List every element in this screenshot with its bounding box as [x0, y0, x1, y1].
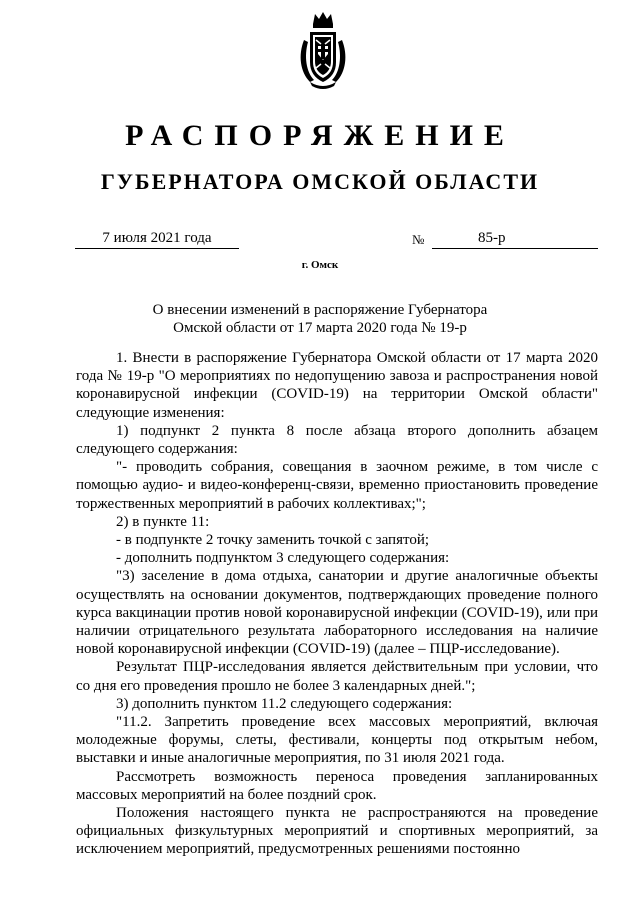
document-date: 7 июля 2021 года: [75, 228, 239, 249]
subject-line: О внесении изменений в распоряжение Губернатора: [152, 302, 488, 318]
subject-line: Омской области от 17 марта 2020 года № 19-р: [173, 320, 467, 336]
body-paragraph: Положения настоящего пункта не распространяются на проведение официальных физкультурных мероприятий и спортивных мероприятий, за исключением мероприятий, предусмотренных решениями постоянно: [76, 805, 598, 858]
document-body: [76, 349, 598, 859]
body-paragraph: Результат ПЦР-исследования является действительным при условии, что со дня его проведения прошло не более 3 календарных дней.";: [76, 659, 598, 694]
body-paragraph: 2) в пункте 11:: [116, 513, 210, 530]
body-paragraph: "11.2. Запретить проведение всех массовых мероприятий, включая молодежные форумы, слеты, фестивали, концерты под открытым небом, выставки и иные аналогичные мероприятия, по 31 июля 2021 года.: [76, 714, 598, 767]
body-paragraph: 3) дополнить пунктом 11.2 следующего содержания:: [116, 695, 453, 712]
document-number: 85-р: [478, 230, 506, 246]
body-paragraph: - в подпункте 2 точку заменить точкой с запятой;: [116, 532, 430, 549]
number-sign: №: [412, 232, 425, 247]
omsk-coat-of-arms-emblem: [296, 10, 350, 90]
document-subject: [0, 301, 640, 337]
document-number-line: [432, 228, 598, 249]
body-paragraph: - дополнить подпунктом 3 следующего содержания:: [116, 550, 450, 567]
body-paragraph: Рассмотреть возможность переноса проведения запланированных массовых мероприятий на более поздний срок.: [76, 768, 598, 803]
document-issuer: ГУБЕРНАТОРА ОМСКОЙ ОБЛАСТИ: [100, 169, 540, 194]
body-paragraph: 1) подпункт 2 пункта 8 после абзаца второго дополнить абзацем следующего содержания:: [76, 422, 598, 458]
document-city: г. Омск: [301, 259, 339, 271]
body-paragraph: 1. Внести в распоряжение Губернатора Омской области от 17 марта 2020 года № 19-р "О мероприятиях по недопущению завоза и распространения новой коронавирусной инфекции (COVID-19) на территории Омской области" следующие изменения:: [76, 350, 598, 421]
body-paragraph: "- проводить собрания, совещания в заочном режиме, в том числе с помощью аудио- и видео-конференц-связи, временно приостановить проведение торжественных мероприятий в рабочих коллективах;";: [76, 459, 598, 512]
document-title: РАСПОРЯЖЕНИЕ: [125, 119, 515, 152]
body-paragraph: "3) заселение в дома отдыха, санатории и другие аналогичные объекты осуществлять на основании документов, подтверждающих проведение полного курса вакцинации против новой коронавирусной инфекции (COVID-19), или при наличии отрицательного результата лабораторного исследования на наличие новой коронавирусной инфекции (COVID-19) (далее – ПЦР-исследование).: [76, 568, 598, 658]
